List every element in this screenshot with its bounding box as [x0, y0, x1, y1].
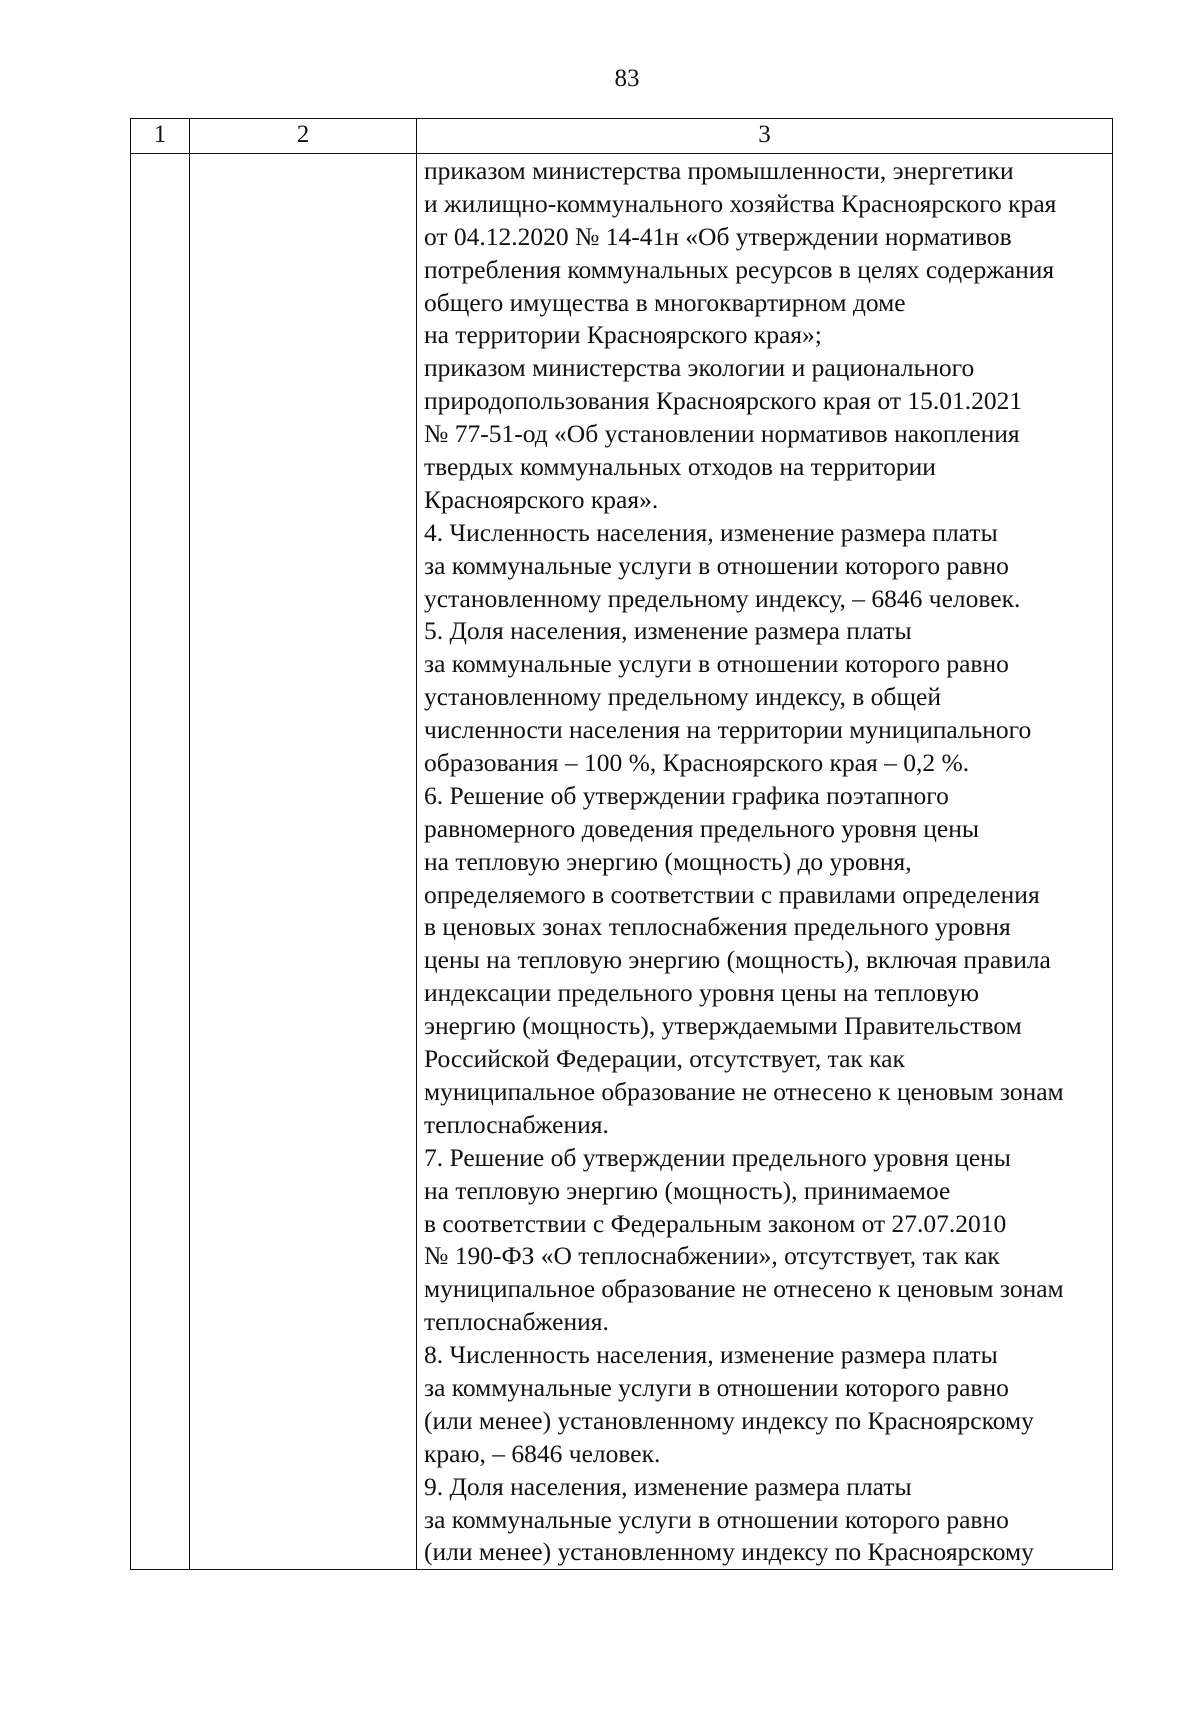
text-line: Российской Федерации, отсутствует, так как: [424, 1044, 905, 1074]
text-line: от 04.12.2020 № 14-41н «Об утверждении нормативов: [424, 221, 1012, 251]
text-line: за коммунальные услуги в отношении которого равно: [424, 1504, 1009, 1534]
column-header-2: 2: [190, 119, 417, 154]
text-line: энергию (мощность), утверждаемыми Правительством: [424, 1011, 1022, 1041]
text-line: теплоснабжения.: [424, 1307, 609, 1337]
text-line: за коммунальные услуги в отношении которого равно: [424, 1372, 1009, 1402]
text-line: приказом министерства промышленности, энергетики: [424, 156, 1014, 185]
table-header-row: [131, 119, 1113, 154]
text-line: на территории Красноярского края»;: [424, 320, 822, 350]
text-line: 6. Решение об утверждении графика поэтапного: [424, 780, 949, 810]
table-content-row: [131, 154, 1113, 1570]
text-line: образования – 100 %, Красноярского края – 0,2 %.: [424, 748, 970, 778]
text-line: 7. Решение об утверждении предельного уровня цены: [424, 1142, 1011, 1172]
text-line: определяемого в соответствии с правилами определения: [424, 879, 1040, 909]
column-header-1: 1: [131, 119, 190, 154]
text-line: потребления коммунальных ресурсов в целях содержания: [424, 254, 1055, 284]
text-line: (или менее) установленному индексу по Красноярскому: [424, 1537, 1034, 1567]
text-line: равномерного доведения предельного уровня цены: [424, 813, 980, 843]
text-line: краю, – 6846 человек.: [424, 1438, 661, 1468]
text-line: муниципальное образование не отнесено к ценовым зонам: [424, 1076, 1064, 1106]
document-table: [130, 118, 1113, 1570]
text-line: теплоснабжения.: [424, 1109, 609, 1139]
text-line: Красноярского края».: [424, 484, 659, 514]
text-line: 5. Доля населения, изменение размера платы: [424, 616, 912, 646]
text-line: за коммунальные услуги в отношении которого равно: [424, 649, 1009, 679]
text-line: приказом министерства экологии и рационального: [424, 353, 975, 383]
text-line: природопользования Красноярского края от 15.01.2021: [424, 386, 1023, 416]
text-line: в ценовых зонах теплоснабжения предельного уровня: [424, 912, 1011, 942]
text-line: (или менее) установленному индексу по Красноярскому: [424, 1405, 1034, 1435]
text-line: на тепловую энергию (мощность) до уровня,: [424, 846, 912, 876]
text-line: № 190-ФЗ «О теплоснабжении», отсутствует, так как: [424, 1241, 1000, 1271]
text-line: за коммунальные услуги в отношении которого равно: [424, 550, 1009, 580]
column-3-cell: [417, 154, 1113, 1570]
page-number: 83: [614, 65, 640, 92]
text-line: цены на тепловую энергию (мощность), включая правила: [424, 945, 1051, 975]
text-line: индексации предельного уровня цены на тепловую: [424, 978, 980, 1008]
column-2-cell: [190, 154, 417, 1570]
column-1-cell: [131, 154, 190, 1570]
text-line: муниципальное образование не отнесено к ценовым зонам: [424, 1274, 1064, 1304]
column-header-3: 3: [417, 119, 1113, 154]
text-line: установленному предельному индексу, в общей: [424, 682, 942, 712]
text-line: в соответствии с Федеральным законом от 27.07.2010: [424, 1208, 1007, 1238]
text-line: № 77-51-од «Об установлении нормативов накопления: [424, 419, 1020, 449]
text-line: твердых коммунальных отходов на территории: [424, 452, 936, 482]
text-line: и жилищно-коммунального хозяйства Красноярского края: [424, 188, 1057, 218]
text-line: на тепловую энергию (мощность), принимаемое: [424, 1175, 951, 1205]
text-line: установленному предельному индексу, – 6846 человек.: [424, 583, 1021, 613]
text-line: 4. Численность населения, изменение размера платы: [424, 517, 998, 547]
text-line: 9. Доля населения, изменение размера платы: [424, 1471, 912, 1501]
text-line: 8. Численность населения, изменение размера платы: [424, 1340, 998, 1370]
text-line: общего имущества в многоквартирном доме: [424, 287, 906, 317]
text-line: численности населения на территории муниципального: [424, 715, 1032, 745]
